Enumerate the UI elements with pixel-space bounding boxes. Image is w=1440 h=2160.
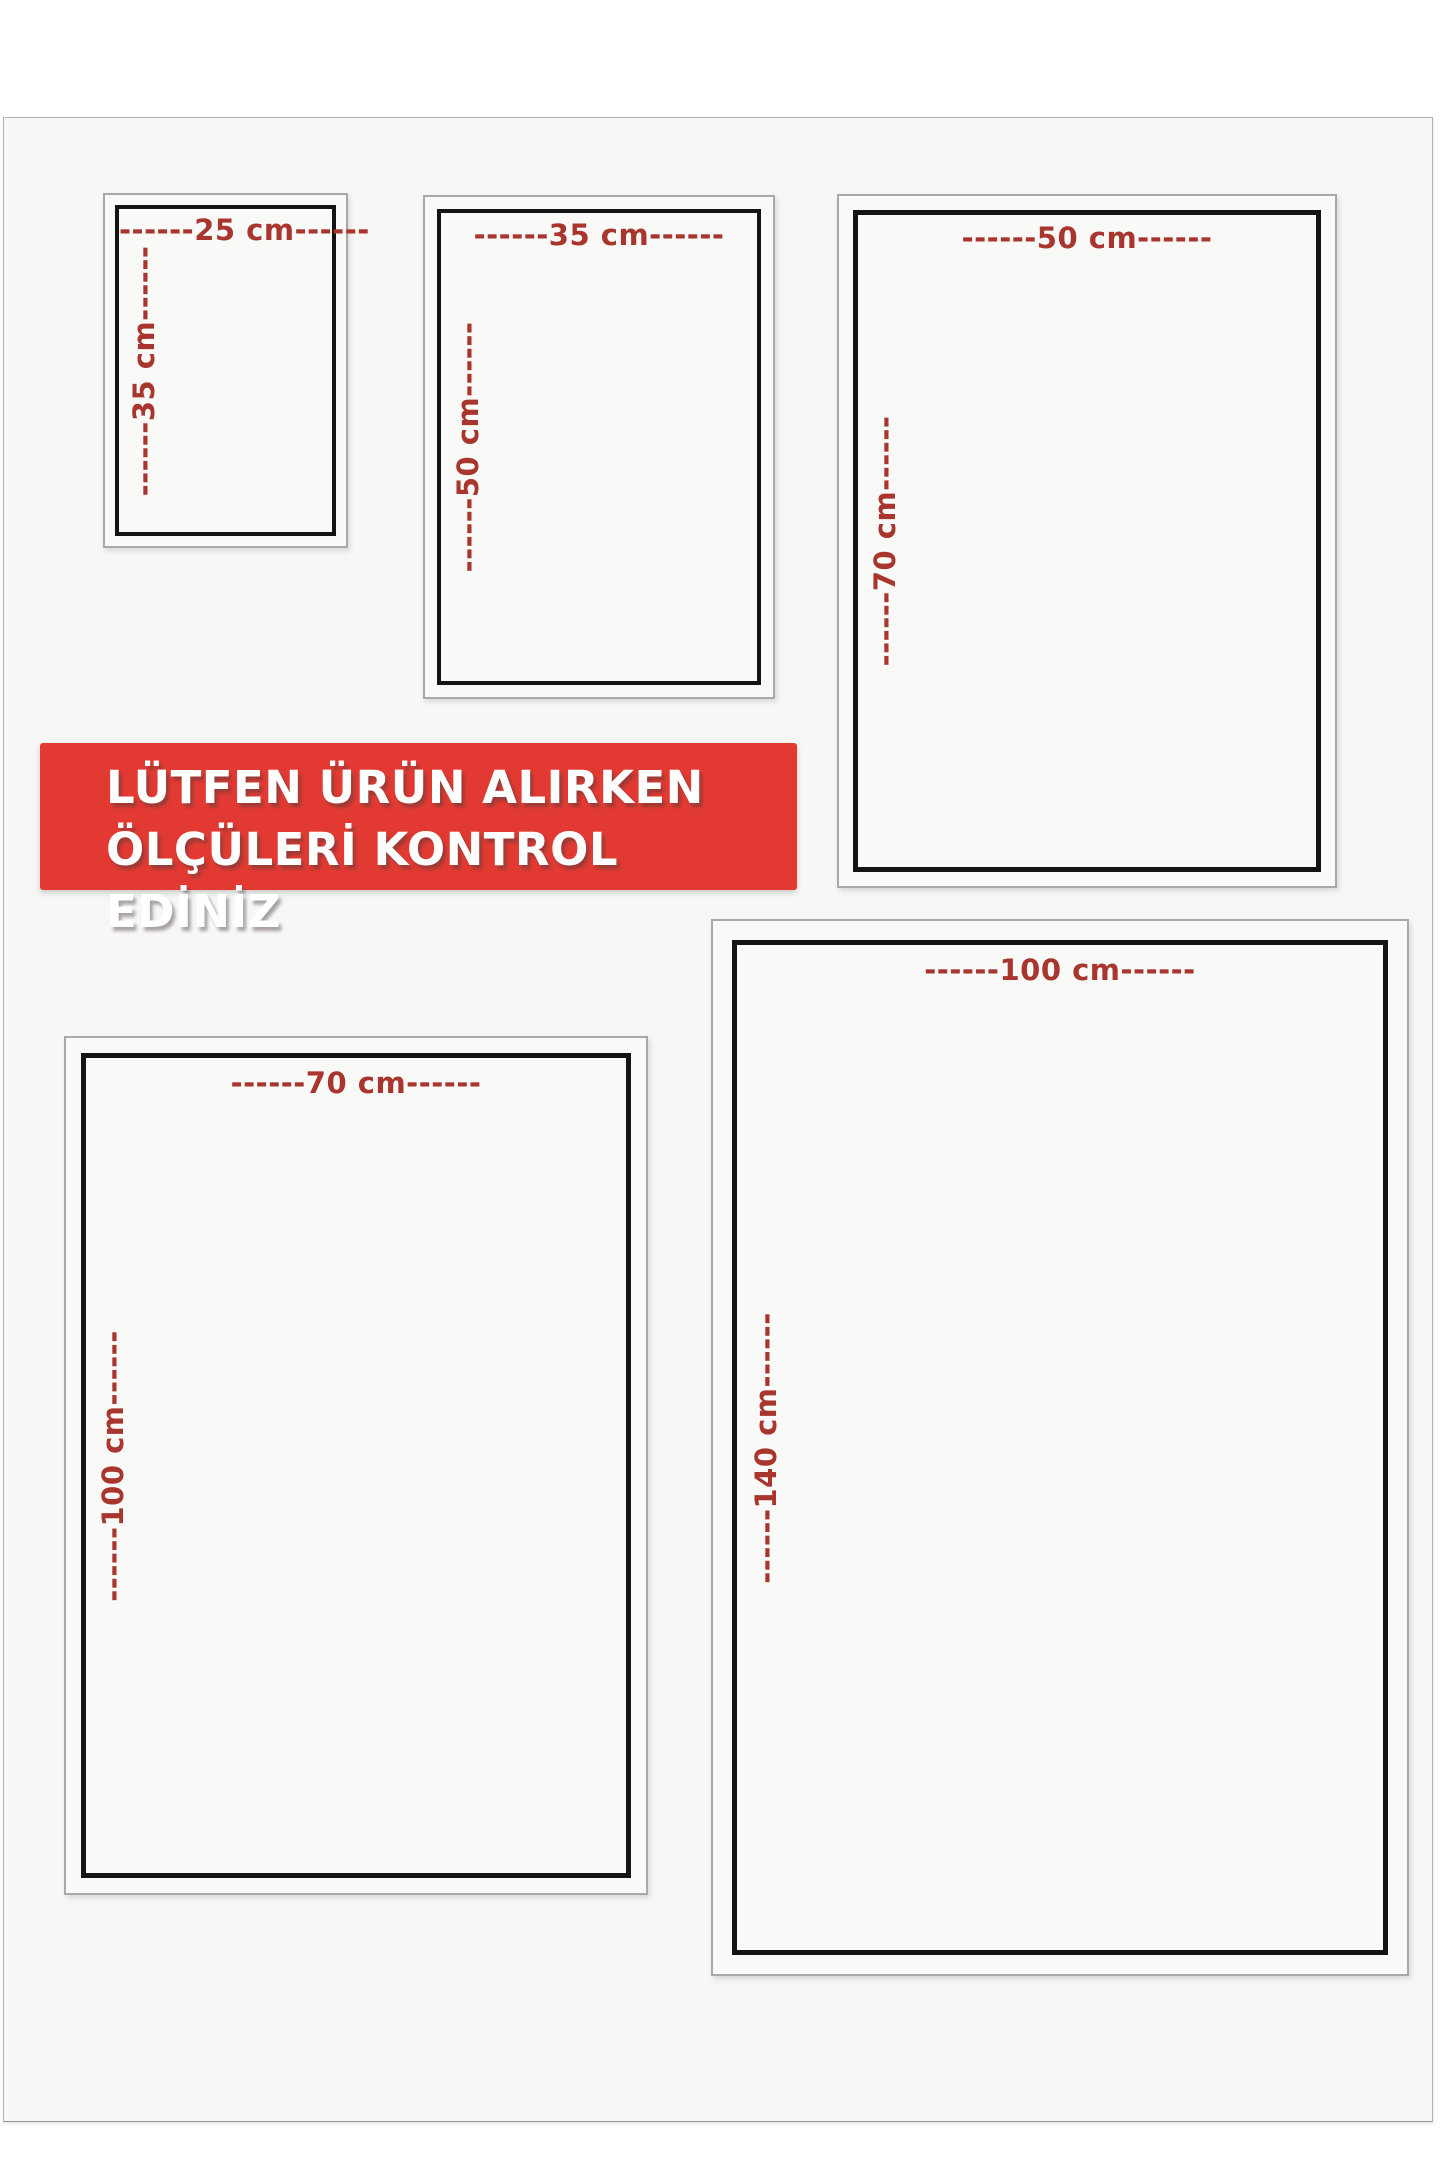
width-dimension-label-35cm: ------35 cm------ [473,218,725,252]
size-box-25x35-inner-frame [115,205,370,536]
width-dimension-label-100cm: ------100 cm------ [924,953,1196,987]
size-box-35x50-inner-frame [437,209,761,685]
size-box-35x50 [423,195,775,699]
size-box-100x140 [711,919,1409,1976]
height-dimension-label-50cm: ------50 cm------ [451,321,485,573]
size-box-70x100 [64,1036,648,1895]
height-dimension-label-35cm: ------35 cm------ [127,245,161,496]
height-dimension-label-70cm: ------70 cm------ [868,415,902,667]
width-dimension-label-50cm: ------50 cm------ [961,221,1213,255]
size-box-25x35 [103,193,370,548]
width-dimension-label-25cm: ------25 cm------ [119,213,370,247]
height-dimension-label-100cm: ------100 cm------ [96,1329,130,1602]
size-box-50x70-inner-frame [853,210,1321,872]
size-box-70x100-inner-frame [81,1053,631,1878]
height-dimension-label-140cm: ------140 cm------ [749,1311,783,1584]
warning-banner-line-1: LÜTFEN ÜRÜN ALIRKEN [106,761,704,814]
size-box-50x70 [837,194,1337,888]
warning-banner [40,743,797,938]
width-dimension-label-70cm: ------70 cm------ [230,1066,482,1100]
size-box-100x140-inner-frame [732,940,1388,1955]
warning-banner-line-2: ÖLÇÜLERİ KONTROL EDİNİZ [106,823,619,938]
